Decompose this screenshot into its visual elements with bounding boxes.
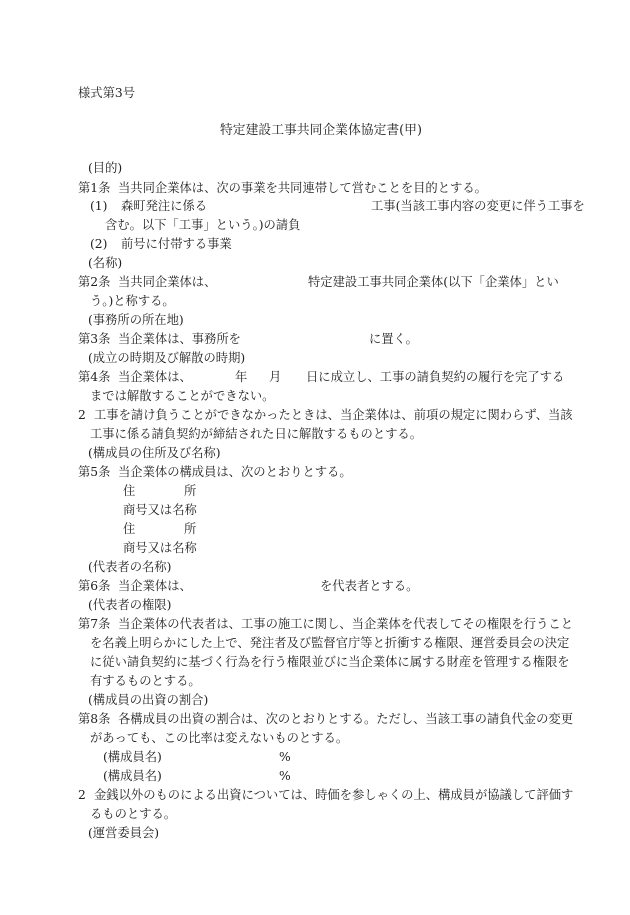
article-7-line-4: 有するものとする。 xyxy=(90,674,201,688)
article-8-line-2: があっても、この比率は変えないものとする。 xyxy=(90,731,349,745)
article-3-number: 第3条 xyxy=(78,332,111,346)
article-8-paragraph-2-text-wrap: るものとする。 xyxy=(90,807,177,821)
member-1-name-label: 商号又は名称 xyxy=(123,503,197,517)
article-5-text: 当企業体の構成員は、次のとおりとする。 xyxy=(118,465,352,479)
member-1-share-percent: % xyxy=(279,750,291,764)
article-7-line-3: に従い請負契約に基づく行為を行う権限並びに当企業体に属する財産を管理する権限を xyxy=(90,655,570,669)
article-1-item-1-text-wrap: 含む。以下「工事」という。)の請負 xyxy=(105,218,301,232)
article-1-item-2-text: 前号に付帯する事業 xyxy=(121,237,232,251)
article-4-paragraph-2-number: 2 xyxy=(78,408,86,422)
article-4-paragraph-2-text-wrap: 工事に係る請負契約が締結された日に解散するものとする。 xyxy=(90,427,423,441)
member-2-share-percent: % xyxy=(279,769,291,783)
article-7-number: 第7条 xyxy=(78,617,111,631)
article-8-paragraph-2-number: 2 xyxy=(78,788,86,802)
article-3-text-cont: に置く。 xyxy=(369,332,418,346)
article-5-number: 第5条 xyxy=(78,465,111,479)
article-2-text: 当共同企業体は、 xyxy=(118,275,217,289)
article-4-year: 年 xyxy=(235,370,248,384)
article-2-text-wrap: う。)と称する。 xyxy=(90,294,175,308)
article-4-text-wrap: までは解散することができない。 xyxy=(90,389,275,403)
form-number: 様式第3号 xyxy=(78,86,136,100)
article-7-line-1: 当企業体の代表者は、工事の施工に関し、当企業体を代表してその権限を行うこと xyxy=(118,617,573,631)
article-1-item-2-number: (2) xyxy=(90,237,108,251)
article-8-line-1: 各構成員の出資の割合は、次のとおりとする。ただし、当該工事の請負代金の変更 xyxy=(118,712,573,726)
article-1-heading: (目的) xyxy=(88,161,123,175)
article-2-text-cont: 特定建設工事共同企業体(以下「企業体」とい xyxy=(308,275,559,289)
article-6-heading: (代表者の名称) xyxy=(88,560,172,574)
member-2-address-label-b: 所 xyxy=(184,522,197,536)
article-1-item-1-number: (1) xyxy=(90,199,108,213)
article-3-text: 当企業体は、事務所を xyxy=(118,332,241,346)
article-1-text: 当共同企業体は、次の事業を共同連帯して営むことを目的とする。 xyxy=(118,181,487,195)
article-9-heading: (運営委員会) xyxy=(88,826,160,840)
article-4-text-cont: 日に成立し、工事の請負契約の履行を完了する xyxy=(306,370,565,384)
article-2-number: 第2条 xyxy=(78,275,111,289)
member-1-address-label-b: 所 xyxy=(184,484,197,498)
article-1-item-1-text-cont: 工事(当該工事内容の変更に伴う工事を xyxy=(371,199,585,213)
article-2-heading: (名称) xyxy=(88,256,123,270)
article-1-number: 第1条 xyxy=(78,181,111,195)
article-5-heading: (構成員の住所及び名称) xyxy=(88,446,221,460)
member-2-name-label: 商号又は名称 xyxy=(123,541,197,555)
document-title: 特定建設工事共同企業体協定書(甲) xyxy=(220,123,422,138)
article-3-heading: (事務所の所在地) xyxy=(88,313,184,327)
article-4-text: 当企業体は、 xyxy=(118,370,192,384)
article-4-heading: (成立の時期及び解散の時期) xyxy=(88,351,246,365)
member-2-share-label: (構成員名) xyxy=(103,769,162,783)
member-1-share-label: (構成員名) xyxy=(103,750,162,764)
member-1-address-label-a: 住 xyxy=(123,484,136,498)
article-8-paragraph-2-text: 金銭以外のものによる出資については、時価を参しゃくの上、構成員が協議して評価す xyxy=(94,788,574,802)
article-7-heading: (代表者の権限) xyxy=(88,598,172,612)
article-4-paragraph-2-text: 工事を請け負うことができなかったときは、当企業体は、前項の規定に関わらず、当該 xyxy=(94,408,573,422)
article-1-item-1-text: 森町発注に係る xyxy=(121,199,208,213)
article-6-number: 第6条 xyxy=(78,579,111,593)
article-4-month: 月 xyxy=(269,370,282,384)
article-6-text-cont: を代表者とする。 xyxy=(320,579,419,593)
article-7-line-2: を名義上明らかにした上で、発注者及び監督官庁等と折衝する権限、運営委員会の決定 xyxy=(90,636,570,650)
member-2-address-label-a: 住 xyxy=(123,522,136,536)
article-8-heading: (構成員の出資の割合) xyxy=(88,693,209,707)
article-4-number: 第4条 xyxy=(78,370,111,384)
article-8-number: 第8条 xyxy=(78,712,111,726)
article-6-text: 当企業体は、 xyxy=(118,579,192,593)
